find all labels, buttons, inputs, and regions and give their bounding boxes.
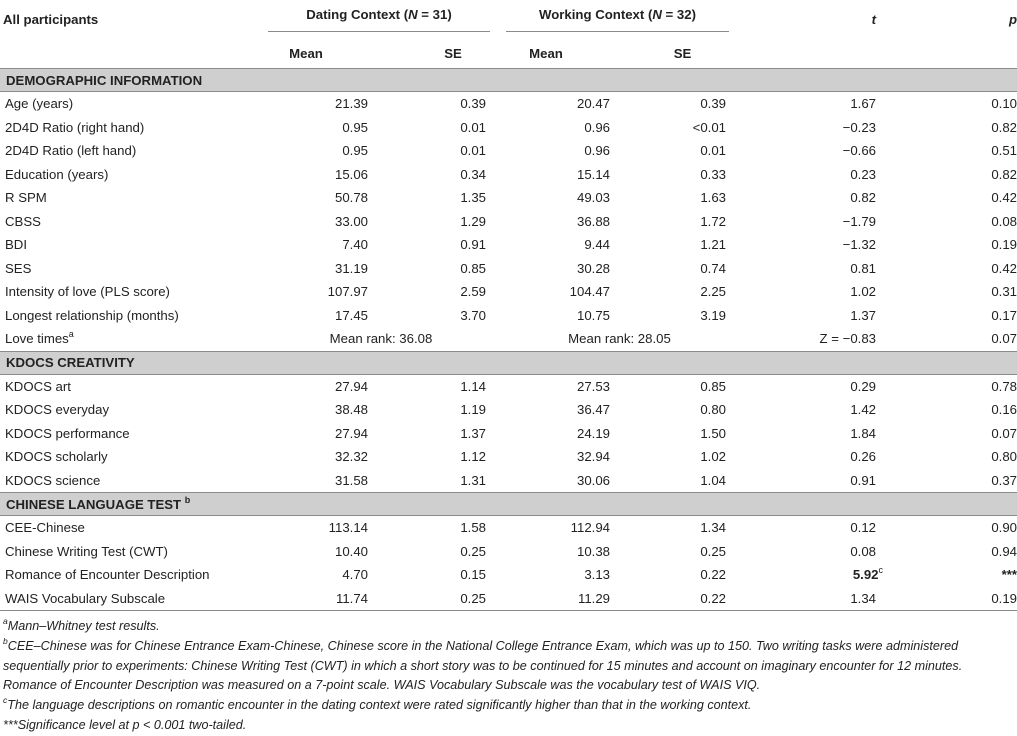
p-cell: 0.16 [991,402,1017,418]
t-cell: 1.84 [850,425,876,441]
dating-se-cell: 0.01 [460,119,486,135]
working-mean-cell: 3.13 [584,567,610,583]
p-cell: 0.10 [991,96,1017,112]
dating-mean-cell: 7.40 [342,237,368,253]
t-cell: −1.32 [842,237,876,253]
t-cell: 0.26 [850,449,876,465]
working-se-cell: 1.21 [700,237,726,253]
table-row [0,445,1017,469]
dating-se-cell: 0.39 [460,96,486,112]
row-label: 2D4D Ratio (left hand) [5,143,137,159]
section-title: KDOCS CREATIVITY [0,351,1017,374]
t-cell: 5.92$^c$ [852,565,883,583]
note-b: $^b$CEE–Chinese was for Chinese Entrance Exam-Chinese, Chinese score in the National College Entrance Exam, which was up to 150. Two writing tasks were administered sequentially prior to experiments: Chinese Writing Test (CWT) in which a short story was to be continued for 15 minutes and account on imaginary encounter for 12 minutes. Romance of Encounter Description was measured on a 7-point scale. WAIS Vocabulary Subscale was the vocabulary test of WAIS VIQ. [3,635,963,693]
p-cell: 0.31 [991,284,1017,300]
dating-se-cell: 3.70 [460,307,486,323]
table-row [0,92,1017,116]
row-label: KDOCS scholarly [5,449,108,465]
dating-se-cell: 0.15 [460,567,486,583]
p-cell: *** [1001,567,1017,583]
working-context-header: Working Context (N = 32) [500,0,739,38]
dating-mean-cell: 10.40 [334,543,368,559]
dating-mean-cell: 32.32 [334,449,368,465]
working-se-cell: 1.72 [700,213,726,229]
working-mean-cell: 9.44 [584,237,610,253]
t-cell: −0.23 [842,119,876,135]
dating-mean-cell: 21.39 [334,96,368,112]
t-cell: 0.29 [850,378,876,394]
row-label: KDOCS performance [5,425,130,441]
table-row [0,163,1017,187]
t-cell: −1.79 [842,213,876,229]
t-header: t [871,11,876,27]
working-se-cell: 0.33 [700,166,726,182]
row-label: KDOCS art [5,378,71,394]
dating-mean-cell: 31.58 [334,472,368,488]
working-se-cell: 0.39 [700,96,726,112]
dating-se-cell: 0.85 [460,260,486,276]
dating-mean-cell: 31.19 [334,260,368,276]
row-label: BDI [5,237,27,253]
row-label: CBSS [5,213,41,229]
p-cell: 0.94 [991,543,1017,559]
p-cell: 0.07 [991,331,1017,347]
table-row [0,516,1017,540]
p-cell: 0.42 [991,260,1017,276]
row-label: CEE-Chinese [5,520,85,536]
dating-mean-cell: 107.97 [327,284,368,300]
row-label: Longest relationship (months) [5,307,179,323]
dating-se-cell: 1.19 [460,402,486,418]
p-header: p [1008,11,1017,27]
working-se-cell: 0.25 [700,543,726,559]
dating-mean-header: Mean [262,38,376,69]
row-label: Education (years) [5,166,109,182]
working-mean-cell: 30.28 [576,260,610,276]
dating-mean-cell: 0.95 [342,119,368,135]
section-header-row [0,351,1017,374]
dating-se-cell: 1.29 [460,213,486,229]
p-cell: 0.90 [991,520,1017,536]
table-row [0,422,1017,446]
p-cell: 0.78 [991,378,1017,394]
working-mean-cell: 11.29 [500,587,620,611]
t-cell: 1.34 [739,587,917,611]
dating-se-cell: 0.34 [460,166,486,182]
working-se-cell: 1.04 [700,472,726,488]
dating-se-cell: 1.58 [460,520,486,536]
working-mean-header: Mean [500,38,620,69]
row-label: Love times$^a$ [5,329,74,347]
p-cell: 0.82 [991,166,1017,182]
table-row [0,139,1017,163]
table-row [0,327,1017,351]
note-a: $^a$Mann–Whitney test results. [3,616,160,633]
working-rank-cell: Mean rank: 28.05 [568,331,671,347]
working-mean-cell: 36.47 [576,402,610,418]
p-cell: 0.08 [991,213,1017,229]
table-row [0,469,1017,493]
dating-mean-cell: 0.95 [342,143,368,159]
working-mean-cell: 32.94 [576,449,610,465]
table-row [0,116,1017,140]
dating-mean-cell: 38.48 [334,402,368,418]
dating-mean-cell: 113.14 [328,520,368,536]
dating-se-cell: 1.12 [460,449,486,465]
p-cell: 0.19 [991,237,1017,253]
working-mean-cell: 0.96 [584,119,610,135]
z-cell: Z = −0.83 [819,331,876,347]
working-mean-cell: 15.14 [576,166,610,182]
row-label: Chinese Writing Test (CWT) [5,543,168,559]
table-row [0,587,1017,611]
working-se-cell: 1.02 [700,449,726,465]
section-title: DEMOGRAPHIC INFORMATION [0,69,1017,92]
section-title: CHINESE LANGUAGE TEST $^b$ [0,493,1017,516]
note-c: $^c$The language descriptions on romantic encounter in the dating context were rated significantly higher than that in the working context. [3,695,752,713]
working-se-cell: 0.80 [700,402,726,418]
row-label: R SPM [5,190,47,206]
dating-se-cell: 1.37 [460,425,486,441]
p-cell: 0.37 [991,472,1017,488]
section-header-row [0,493,1017,516]
t-cell: 1.42 [850,402,876,418]
t-cell: 1.67 [850,96,876,112]
row-label: Age (years) [5,96,74,112]
dating-se-cell: 1.31 [460,472,486,488]
dating-se-cell: 1.14 [460,378,486,394]
dating-mean-cell: 50.78 [334,190,368,206]
table-row [0,210,1017,234]
dating-se-cell: 0.01 [460,143,486,159]
dating-mean-cell: 15.06 [334,166,368,182]
working-se-cell: 1.50 [700,425,726,441]
working-mean-cell: 10.75 [576,307,610,323]
section-header-row [0,69,1017,92]
working-se-cell: <0.01 [692,119,726,135]
t-cell: 0.12 [850,520,876,536]
dating-mean-cell: 27.94 [334,425,368,441]
working-mean-cell: 49.03 [576,190,610,206]
table-row [0,304,1017,328]
dating-mean-cell: 11.74 [262,587,376,611]
working-se-cell: 1.63 [700,190,726,206]
working-se-header: SE [620,38,739,69]
table-title: All participants [3,11,99,27]
t-cell: 0.91 [850,472,876,488]
table-notes [0,611,1017,736]
working-mean-cell: 104.47 [569,284,610,300]
table-row [0,563,1017,587]
row-label: KDOCS everyday [5,402,110,418]
table-row [0,398,1017,422]
working-mean-cell: 36.88 [576,213,610,229]
table-row [0,374,1017,398]
header-row-1 [0,0,1017,38]
working-mean-cell: 30.06 [576,472,610,488]
dating-se-cell: 0.25 [460,543,486,559]
header-row-2 [0,38,1017,69]
table-row [0,186,1017,210]
dating-se-header: SE [376,38,500,69]
p-cell: 0.80 [991,449,1017,465]
working-mean-cell: 24.19 [576,425,610,441]
dating-se-cell: 1.35 [460,190,486,206]
working-se-cell: 0.22 [700,567,726,583]
t-cell: 0.81 [850,260,876,276]
row-label: Intensity of love (PLS score) [5,284,170,300]
dating-se-cell: 2.59 [460,284,486,300]
working-mean-cell: 10.38 [576,543,610,559]
dating-context-header: Dating Context (N = 31) [262,0,500,38]
table-row [0,280,1017,304]
row-label: WAIS Vocabulary Subscale [0,587,262,611]
p-cell: 0.82 [991,119,1017,135]
working-mean-cell: 20.47 [576,96,610,112]
working-se-cell: 0.85 [700,378,726,394]
dating-rank-cell: Mean rank: 36.08 [329,331,433,347]
working-mean-cell: 112.94 [570,520,610,536]
t-cell: 0.08 [850,543,876,559]
row-label: KDOCS science [5,472,101,488]
table-row [0,233,1017,257]
dating-se-cell: 0.91 [460,237,486,253]
row-label: Romance of Encounter Description [5,567,210,583]
working-se-cell: 3.19 [700,307,726,323]
dating-mean-cell: 17.45 [334,307,368,323]
dating-mean-cell: 33.00 [334,213,368,229]
dating-mean-cell: 4.70 [342,567,368,583]
working-se-cell: 0.74 [700,260,726,276]
table-row [0,257,1017,281]
row-label: SES [5,260,32,276]
working-mean-cell: 27.53 [576,378,610,394]
t-cell: −0.66 [842,143,876,159]
working-se-cell: 0.22 [620,587,739,611]
working-se-cell: 1.34 [700,520,726,536]
t-cell: 1.02 [850,284,876,300]
note-significance: ***Significance level at p < 0.001 two-tailed. [3,717,247,732]
p-cell: 0.51 [991,143,1017,159]
working-se-cell: 0.01 [700,143,726,159]
p-cell: 0.42 [991,190,1017,206]
p-cell: 0.19 [917,587,1017,611]
p-cell: 0.17 [991,307,1017,323]
t-cell: 0.23 [850,166,876,182]
t-cell: 1.37 [850,307,876,323]
dating-mean-cell: 27.94 [334,378,368,394]
p-cell: 0.07 [991,425,1017,441]
working-mean-cell: 0.96 [584,143,610,159]
row-label: 2D4D Ratio (right hand) [5,119,145,135]
dating-se-cell: 0.25 [376,587,500,611]
t-cell: 0.82 [850,190,876,206]
table-row [0,540,1017,564]
working-se-cell: 2.25 [700,284,726,300]
